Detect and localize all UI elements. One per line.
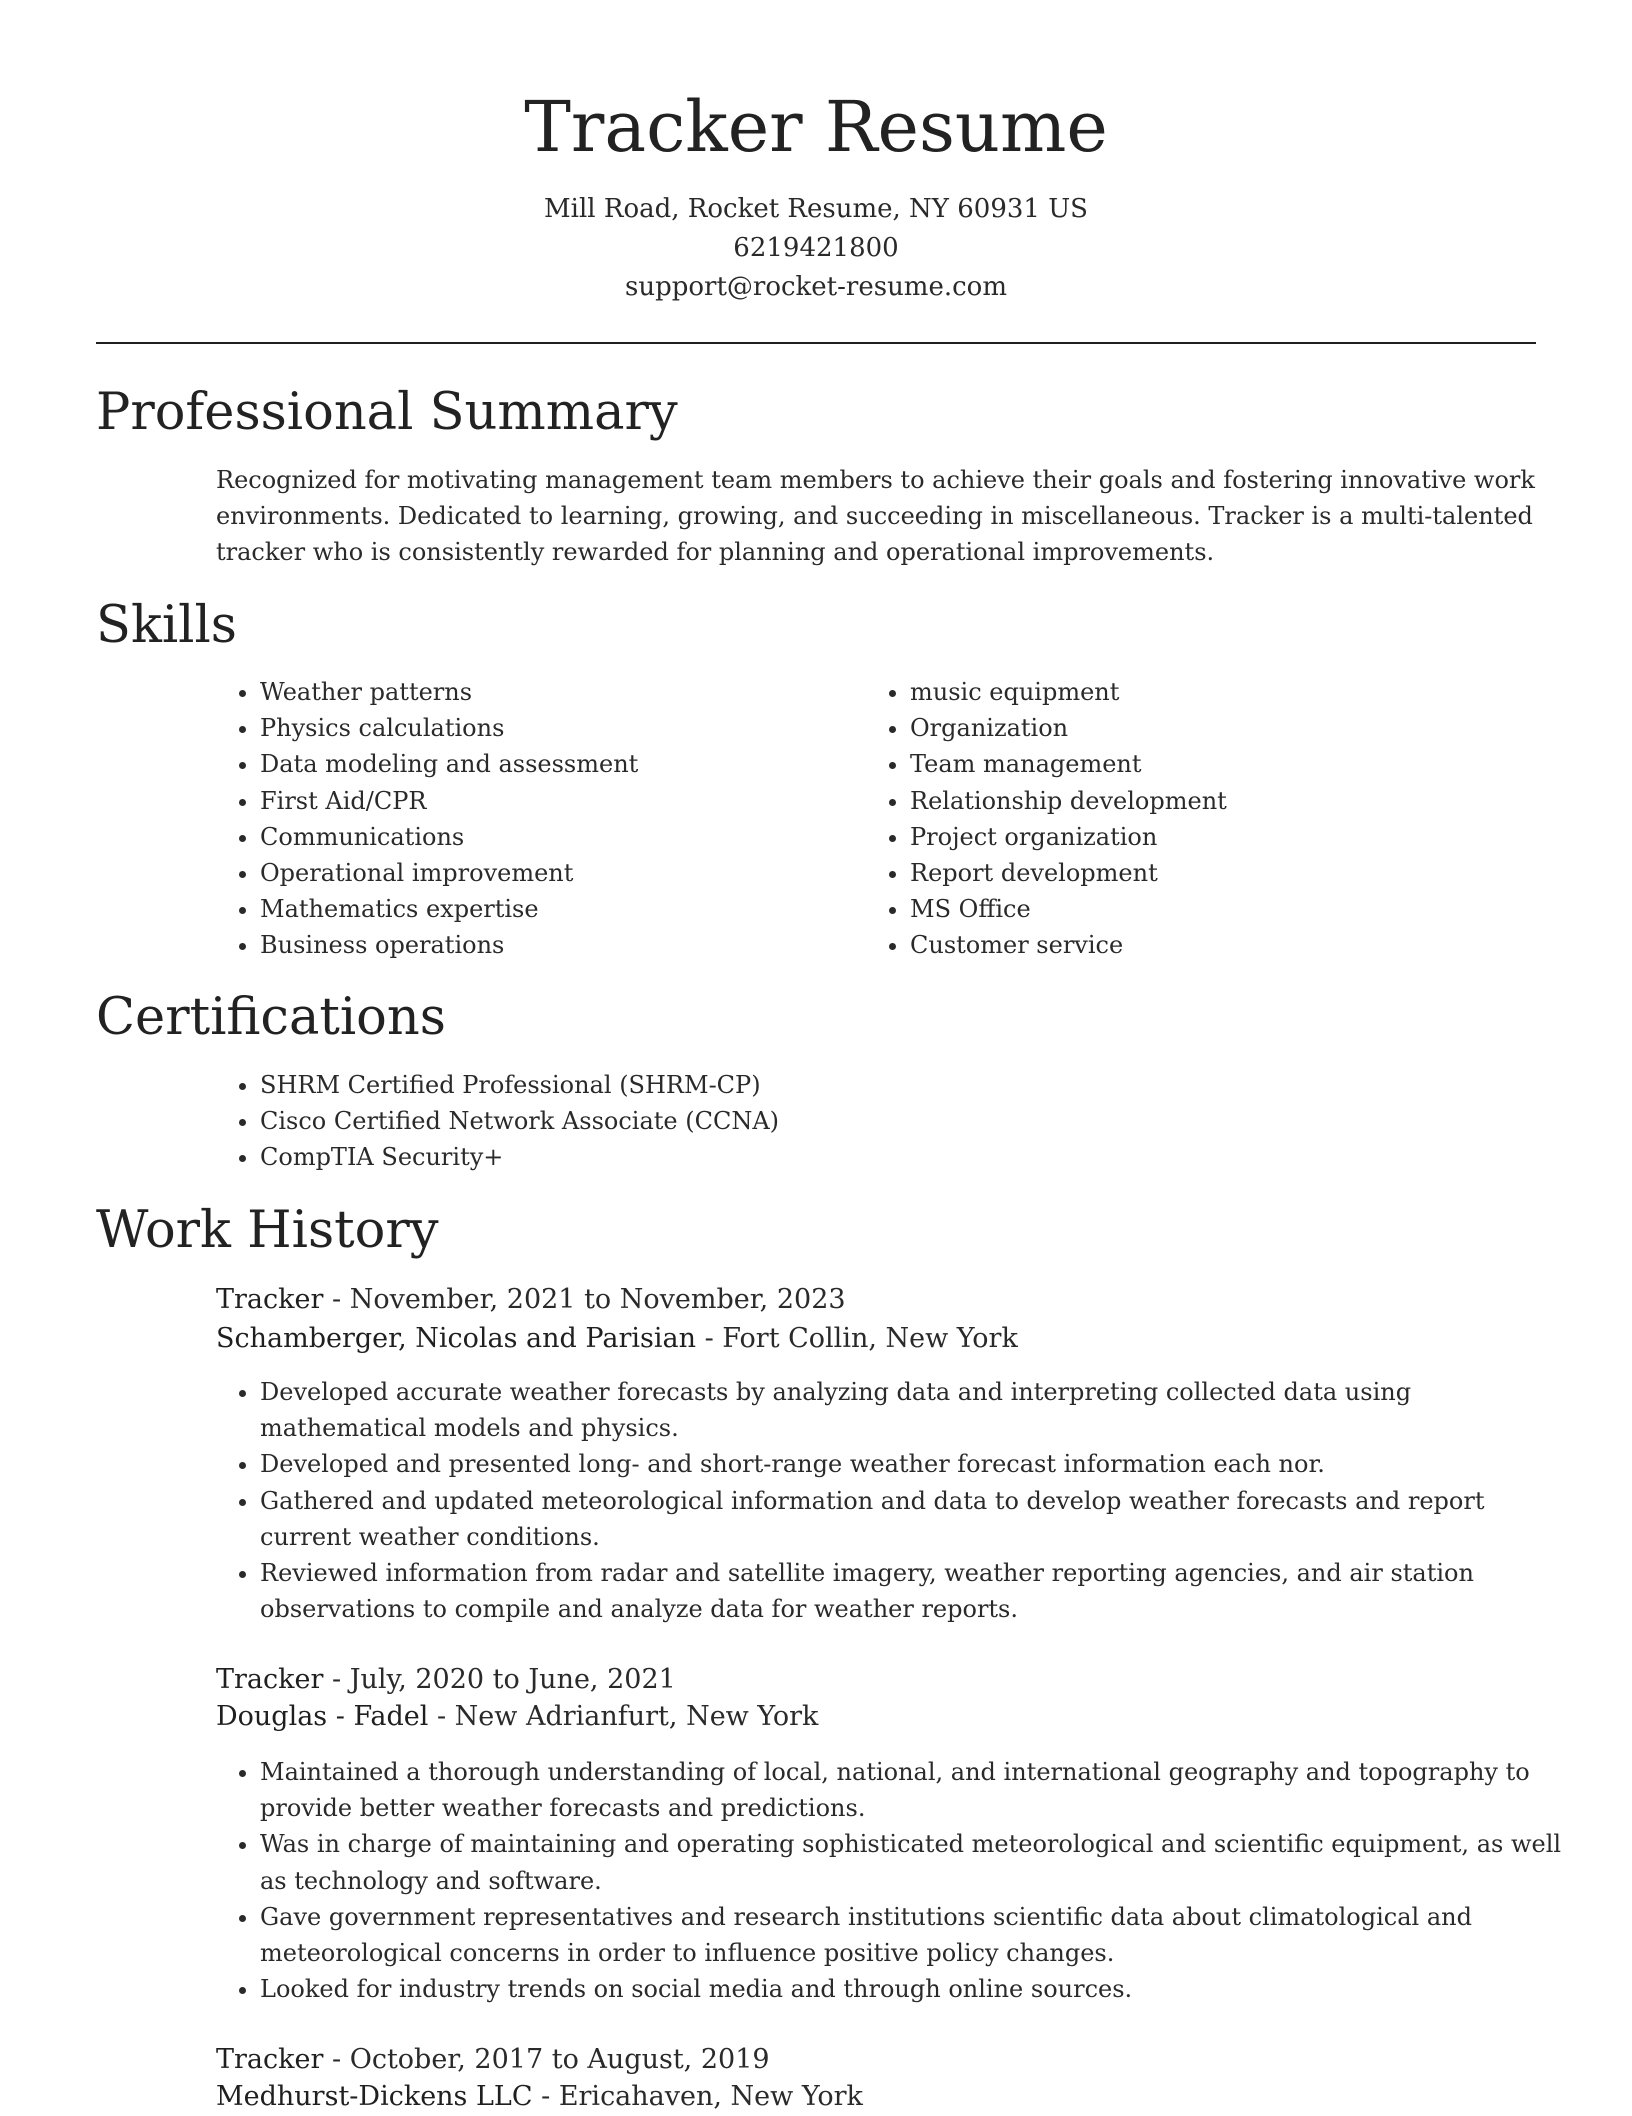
job-company-line: Medhurst-Dickens LLC - Ericahaven, New York <box>216 2081 863 2112</box>
job-company-line: Douglas - Fadel - New Adrianfurt, New York <box>216 1701 819 1732</box>
list-item: • Project organization <box>910 819 1530 855</box>
job-bullets <box>216 1374 1580 1627</box>
skills-list-right <box>866 674 1530 964</box>
job-location: New Adrianfurt, New York <box>454 1701 819 1732</box>
list-item: • SHRM Certified Professional (SHRM-CP) <box>260 1067 1580 1103</box>
list-item: • MS Office <box>910 891 1530 927</box>
list-item: • Organization <box>910 710 1530 746</box>
job-dates: October, 2017 to August, 2019 <box>349 2044 770 2075</box>
list-item: • Communications <box>260 819 820 855</box>
section-title-summary: Professional Summary <box>96 383 678 442</box>
skills-list-left <box>216 674 820 964</box>
list-item: • Data modeling and assessment <box>260 746 820 782</box>
list-item: • Developed accurate weather forecasts by analyzing data and interpreting collected data using mathematical models and physics. <box>260 1374 1580 1446</box>
job-dates: November, 2021 to November, 2023 <box>349 1284 846 1315</box>
list-item: • Developed and presented long- and short-range weather forecast information each nor. <box>260 1446 1580 1482</box>
list-item: • Physics calculations <box>260 710 820 746</box>
section-title-certifications: Certifications <box>96 988 446 1047</box>
resume-header <box>0 82 1632 307</box>
list-item: • Report development <box>910 855 1530 891</box>
list-item: • Gathered and updated meteorological information and data to develop weather forecasts and report current weather conditions. <box>260 1483 1580 1555</box>
summary-text: Recognized for motivating management team members to achieve their goals and fostering innovative work environments. Dedicated to learning, growing, and succeeding in miscellaneous. Tracker is a multi-talented tracker who is consistently rewarded for planning and operational improvements. <box>216 466 1535 566</box>
list-item: • Weather patterns <box>260 674 820 710</box>
list-item: • CompTIA Security+ <box>260 1139 1580 1175</box>
job-bullets <box>216 1754 1580 2007</box>
list-item: • Team management <box>910 746 1530 782</box>
section-title-work-history: Work History <box>96 1201 439 1260</box>
job-company: Schamberger, Nicolas and Parisian <box>216 1323 696 1354</box>
job-company: Medhurst-Dickens LLC <box>216 2081 533 2112</box>
job-company-line: Schamberger, Nicolas and Parisian - Fort Collin, New York <box>216 1323 1018 1354</box>
list-item: • Reviewed information from radar and satellite imagery, weather reporting agencies, and air station observations to compile and analyze data for weather reports. <box>260 1555 1580 1627</box>
list-item: • Customer service <box>910 927 1530 963</box>
list-item: • Relationship development <box>910 783 1530 819</box>
job-role: Tracker <box>216 2044 324 2075</box>
list-item: • First Aid/CPR <box>260 783 820 819</box>
list-item: • music equipment <box>910 674 1530 710</box>
job-title-line: Tracker - November, 2021 to November, 2023 <box>216 1284 846 1315</box>
candidate-name: Tracker Resume <box>524 86 1108 168</box>
list-item: • Maintained a thorough understanding of local, national, and international geography and topography to provide better weather forecasts and predictions. <box>260 1754 1580 1826</box>
list-item: • Was in charge of maintaining and operating sophisticated meteorological and scientific equipment, as well as technology and software. <box>260 1826 1580 1898</box>
certifications-list <box>216 1067 1580 1176</box>
job-location: Fort Collin, New York <box>722 1323 1018 1354</box>
contact-email: support@rocket-resume.com <box>624 272 1007 302</box>
job-title-line: Tracker - July, 2020 to June, 2021 <box>216 1664 676 1695</box>
header-divider <box>96 342 1536 344</box>
list-item: • Business operations <box>260 927 820 963</box>
job-dates: July, 2020 to June, 2021 <box>349 1664 676 1695</box>
job-title-line: Tracker - October, 2017 to August, 2019 <box>216 2044 770 2075</box>
contact-phone: 6219421800 <box>733 233 899 263</box>
list-item: • Cisco Certified Network Associate (CCNA) <box>260 1103 1580 1139</box>
job-role: Tracker <box>216 1664 324 1695</box>
contact-address: Mill Road, Rocket Resume, NY 60931 US <box>544 194 1088 224</box>
job-company: Douglas - Fadel <box>216 1701 429 1732</box>
list-item: • Operational improvement <box>260 855 820 891</box>
job-role: Tracker <box>216 1284 324 1315</box>
list-item: • Mathematics expertise <box>260 891 820 927</box>
contact-block <box>0 190 1632 307</box>
list-item: • Looked for industry trends on social media and through online sources. <box>260 1971 1580 2007</box>
job-location: Ericahaven, New York <box>558 2081 863 2112</box>
section-title-skills: Skills <box>96 596 237 655</box>
list-item: • Gave government representatives and research institutions scientific data about climatological and meteorological concerns in order to influence positive policy changes. <box>260 1899 1580 1971</box>
